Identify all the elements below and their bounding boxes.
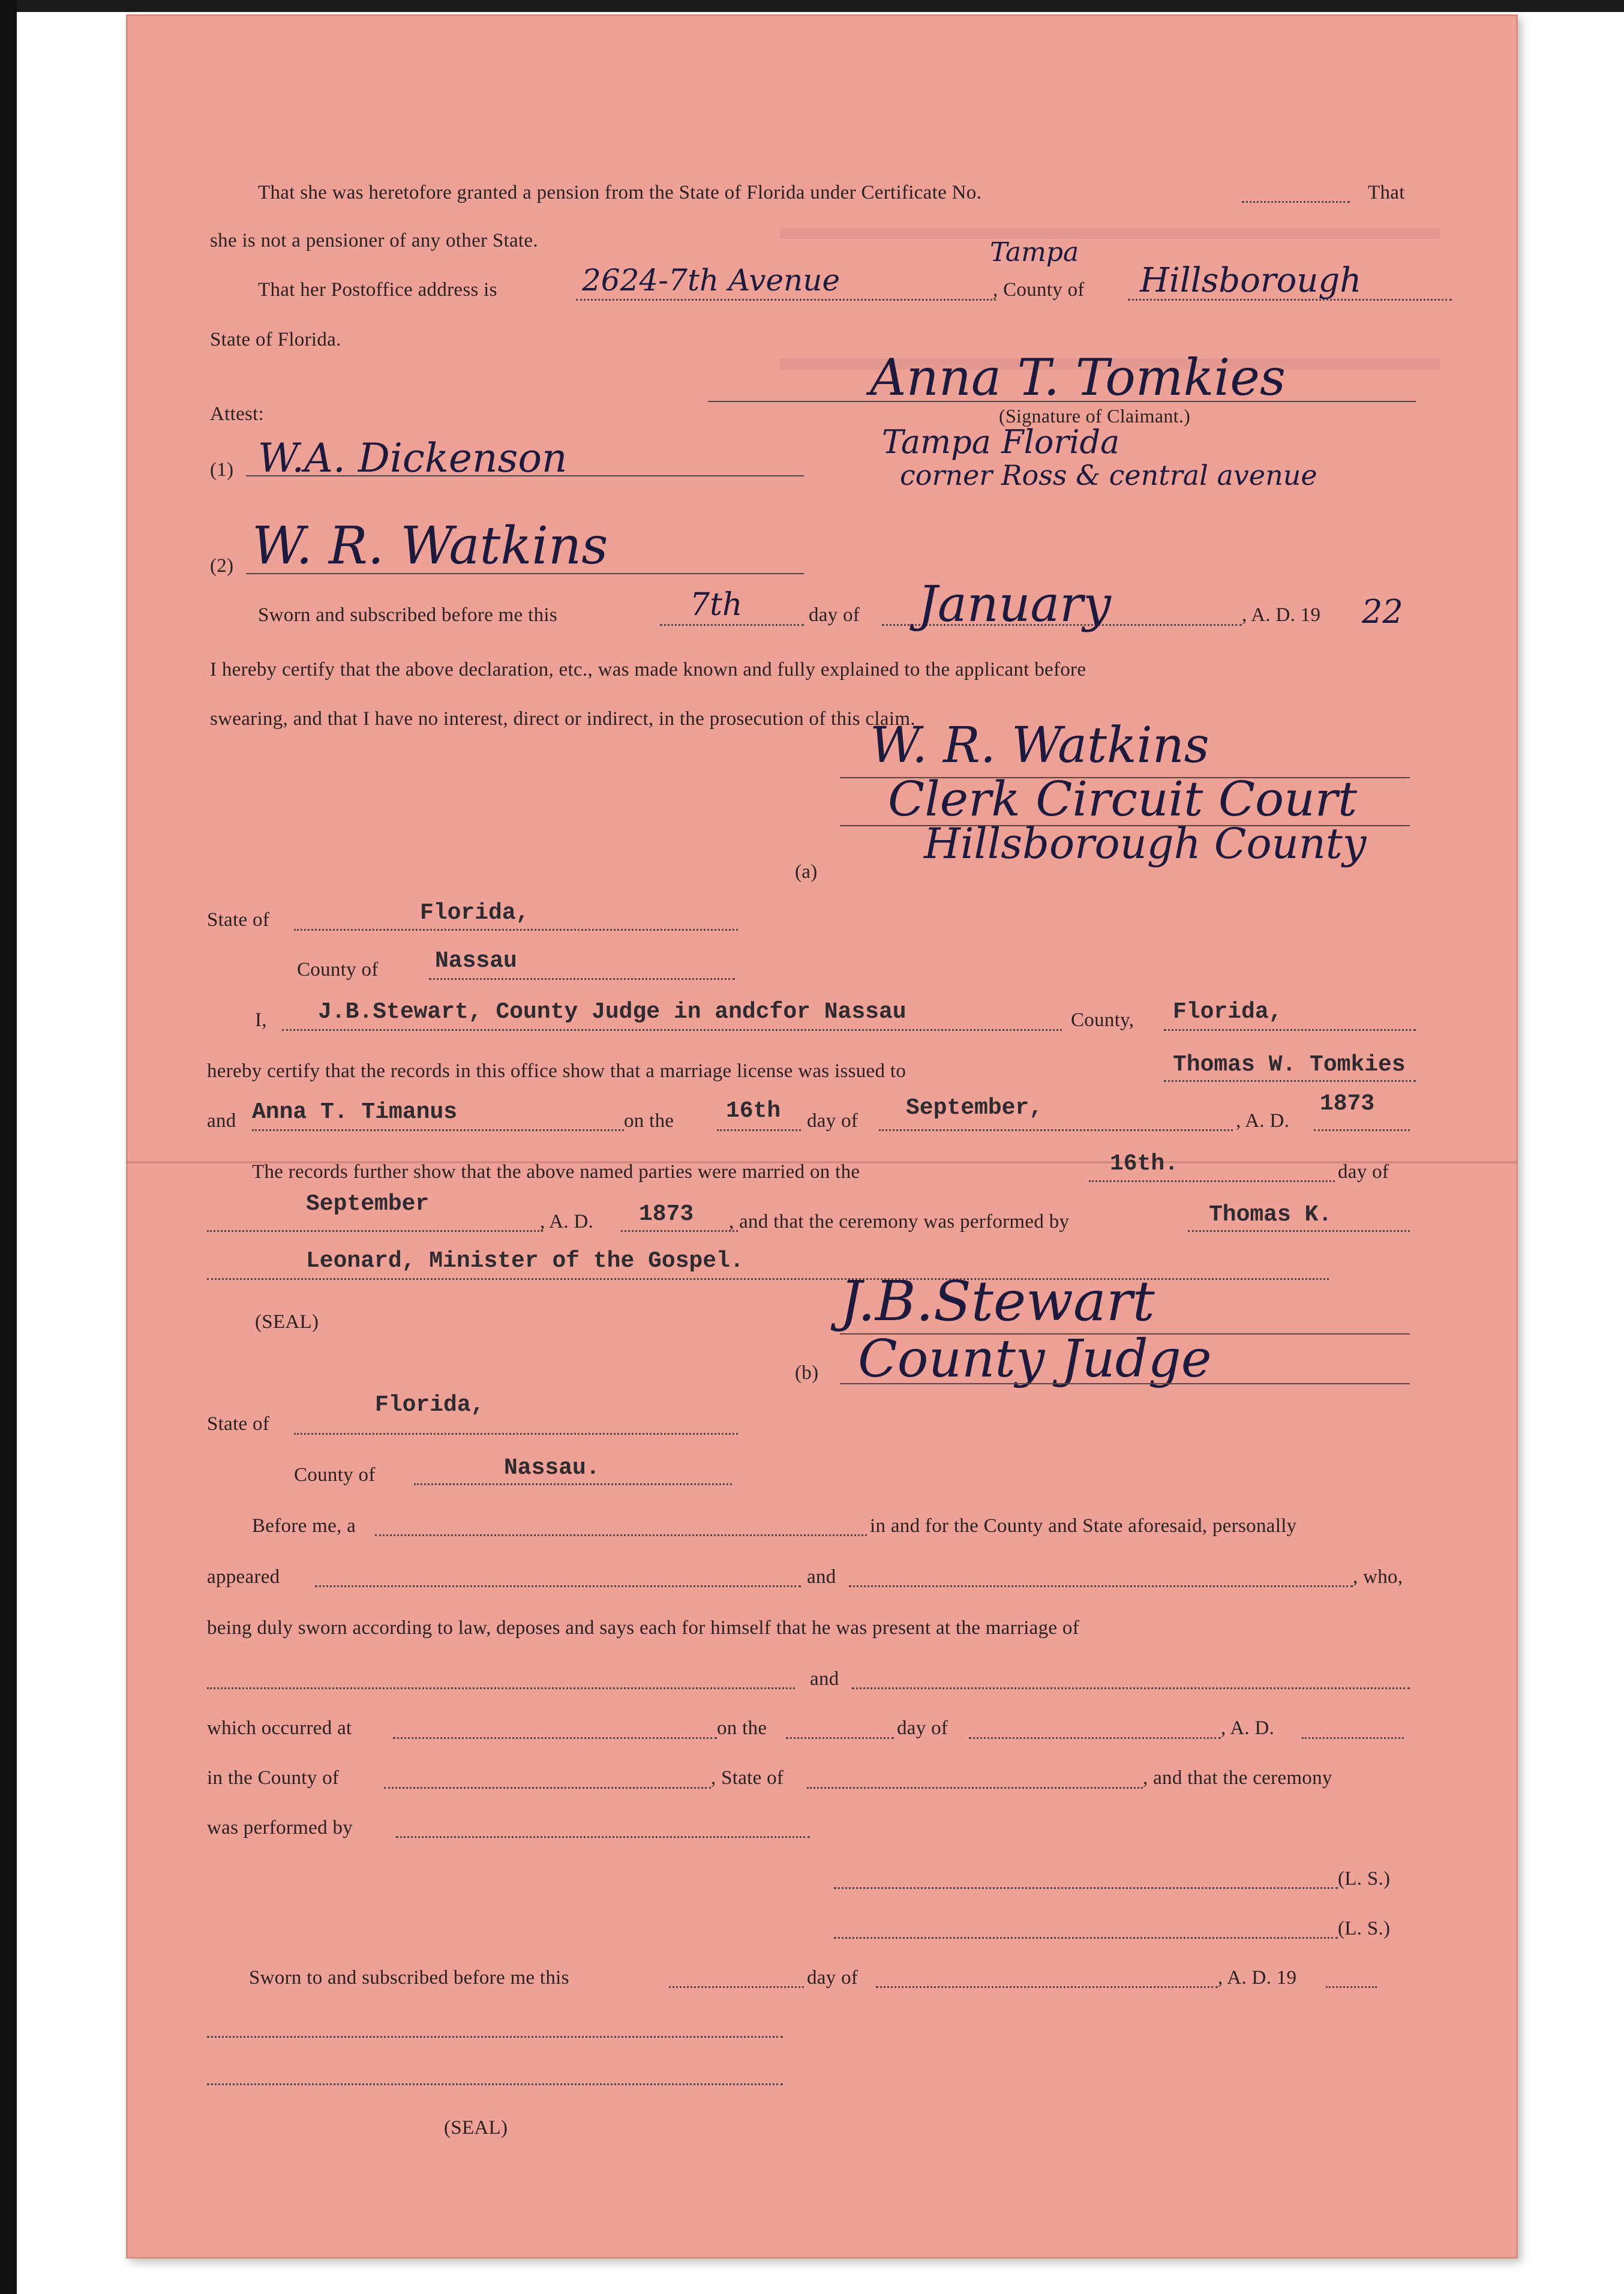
b-and-label: and [807, 1566, 836, 1588]
a-year-typed: 1873 [1320, 1091, 1375, 1117]
a-married-day-typed: 16th. [1110, 1151, 1179, 1177]
b-state-label: State of [207, 1413, 270, 1435]
a-county-word: County, [1071, 1009, 1134, 1031]
b-marriage-of-blank-2 [852, 1687, 1410, 1689]
certify-line-1: I hereby certify that the above declaration, etc., was made known and fully explained to the applicant before [210, 659, 1086, 680]
a-month-blank [879, 1129, 1233, 1131]
b-state-blank [294, 1433, 738, 1435]
pension-certificate-line: That she was heretofore granted a pension from the State of Florida under Certificate No. [258, 182, 982, 203]
a-i-label: I, [255, 1009, 267, 1031]
b-before-end: in and for the County and State aforesaid, personally [870, 1515, 1297, 1537]
a-and-label: and [207, 1110, 236, 1132]
county-handwritten: Hillsborough [1140, 261, 1362, 300]
sworn-day-blank [660, 624, 804, 626]
a-day-of-end: day of [1338, 1161, 1389, 1183]
b-state-of-blank [807, 1787, 1143, 1789]
b-who: , who, [1353, 1566, 1403, 1588]
b-day-of2: day of [807, 1967, 858, 1989]
a-bride-typed: Anna T. Timanus [252, 1099, 458, 1125]
county-label: , County of [993, 279, 1085, 301]
b-state-typed: Florida, [375, 1392, 485, 1418]
b-sworn-day-blank [669, 1986, 804, 1988]
b-sworn-to: Sworn to and subscribed before me this [249, 1967, 569, 1989]
a-day-of: day of [807, 1110, 858, 1132]
sworn-day-handwritten: 7th [690, 587, 743, 623]
city-handwritten: Tampa [990, 237, 1079, 268]
b-in-county: in the County of [207, 1767, 340, 1789]
b-ad19: , A. D. 19 [1218, 1967, 1297, 1989]
a-groom-blank [1164, 1080, 1416, 1082]
a-certify-text: hereby certify that the records in this office show that a marriage license was issued to [207, 1060, 906, 1082]
witness-2-line [246, 573, 804, 574]
a-day-blank [717, 1129, 801, 1131]
a-county-label: County of [297, 959, 379, 980]
b-in-county-blank [384, 1787, 711, 1789]
sworn-month-handwritten: January [918, 576, 1111, 633]
b-appeared-blank [315, 1585, 801, 1587]
a-married-month-typed: September [306, 1191, 430, 1217]
a-records-text: The records further show that the above named parties were married on the [252, 1161, 860, 1183]
address-note-2: corner Ross & central avenue [900, 459, 1317, 491]
signature-caption: (Signature of Claimant.) [999, 405, 1191, 427]
judge-signature: J.B.Stewart [840, 1269, 1155, 1333]
section-b-marker: (b) [795, 1362, 819, 1384]
b-ceremony-end: , and that the ceremony [1143, 1767, 1332, 1789]
b-marriage-of-blank-1 [207, 1687, 795, 1689]
a-judge-blank [282, 1029, 1062, 1031]
b-county-blank [414, 1483, 732, 1485]
a-ad-label: , A. D. [1236, 1110, 1290, 1132]
certify-line-2: swearing, and that I have no interest, direct or indirect, in the prosecution of this claim. [210, 708, 915, 730]
a-married-year-typed: 1873 [639, 1201, 694, 1227]
judge-title: County Judge [858, 1329, 1212, 1389]
a-state-typed: Florida, [420, 900, 530, 926]
judge-title-line [840, 1383, 1410, 1384]
postoffice-handwritten: 2624-7th Avenue [582, 263, 840, 298]
postoffice-blank [576, 299, 996, 301]
b-ls2: (L. S.) [1338, 1918, 1391, 1939]
claimant-signature-line [708, 401, 1416, 402]
a-officiant-blank [1188, 1230, 1410, 1232]
a-state2-blank [1164, 1029, 1416, 1031]
a-judge-typed: J.B.Stewart, County Judge in andcfor Nassau [318, 999, 906, 1025]
witness-2-number: (2) [210, 555, 234, 577]
b-ls1-blank [834, 1887, 1338, 1889]
a-bride-blank [252, 1129, 624, 1131]
a-married-day-blank [1089, 1180, 1335, 1182]
b-officer-sig-blank-1 [207, 2036, 783, 2038]
b-day-of: day of [897, 1717, 948, 1739]
a-officiant-typed-2: Leonard, Minister of the Gospel. [306, 1248, 744, 1274]
b-seal: (SEAL) [444, 2117, 508, 2139]
pension-that: That [1368, 182, 1405, 203]
a-married-year-blank [621, 1230, 738, 1232]
a-on-the: on the [624, 1110, 674, 1132]
b-officer-sig-blank-2 [207, 2083, 783, 2085]
b-sworn-month-blank [876, 1986, 1218, 1988]
a-ceremony-text: , and that the ceremony was performed by [729, 1211, 1070, 1233]
postoffice-label: That her Postoffice address is [258, 279, 497, 301]
sworn-year-handwritten: 22 [1362, 593, 1403, 631]
b-before-me: Before me, a [252, 1515, 356, 1537]
b-day-blank [786, 1737, 894, 1739]
a-married-month-blank [207, 1230, 543, 1232]
witness-2-signature: W. R. Watkins [252, 516, 608, 576]
section-a-marker: (a) [795, 861, 818, 883]
a-officiant-typed-1: Thomas K. [1209, 1202, 1332, 1228]
b-county-typed: Nassau. [504, 1455, 600, 1481]
sworn-prefix: Sworn and subscribed before me this [258, 604, 557, 626]
a-ad2-label: , A. D. [540, 1211, 594, 1233]
a-officiant2-blank [207, 1278, 1329, 1280]
a-state2-typed: Florida, [1173, 999, 1283, 1025]
a-day-typed: 16th [726, 1098, 781, 1124]
clerk-title: Clerk Circuit Court [888, 771, 1358, 827]
b-year-blank [1302, 1737, 1404, 1739]
b-ls1: (L. S.) [1338, 1868, 1391, 1890]
clerk-signature: W. R. Watkins [870, 717, 1209, 774]
claimant-signature: Anna T. Tomkies [870, 348, 1286, 407]
scan-border-left [0, 0, 17, 2294]
a-county-blank [429, 978, 735, 980]
scan-border-top [0, 0, 1624, 12]
b-state-of: , State of [711, 1767, 784, 1789]
certificate-no-blank [1242, 201, 1350, 203]
b-and-blank [849, 1585, 1353, 1587]
b-performed-blank [396, 1836, 810, 1838]
a-seal: (SEAL) [255, 1311, 319, 1333]
b-performed-by: was performed by [207, 1817, 353, 1839]
witness-1-line [246, 475, 804, 476]
b-county-label: County of [294, 1464, 376, 1486]
b-and2: and [810, 1668, 839, 1690]
b-ad: , A. D. [1221, 1717, 1275, 1739]
a-year-blank [1314, 1129, 1410, 1131]
b-occurred-blank [393, 1737, 717, 1739]
state-of-florida: State of Florida. [210, 329, 341, 350]
b-ls2-blank [834, 1937, 1338, 1939]
b-occurred: which occurred at [207, 1717, 352, 1739]
sworn-day-label: day of [809, 604, 860, 626]
a-month-typed: September, [906, 1095, 1043, 1121]
address-note-1: Tampa Florida [882, 423, 1120, 461]
sworn-ad-label: , A. D. 19 [1242, 604, 1321, 626]
b-on-the: on the [717, 1717, 767, 1739]
b-month-blank [969, 1737, 1221, 1739]
witness-1-number: (1) [210, 459, 234, 481]
b-sworn-year-blank [1326, 1986, 1377, 1988]
a-county-typed: Nassau [435, 948, 517, 974]
a-groom-typed: Thomas W. Tomkies [1173, 1052, 1406, 1078]
witness-1-signature: W.A. Dickenson [258, 435, 568, 481]
clerk-county: Hillsborough County [924, 819, 1367, 868]
b-before-blank [375, 1534, 867, 1536]
a-state-label: State of [207, 909, 270, 931]
b-appeared: appeared [207, 1566, 280, 1588]
b-sworn-text: being duly sworn according to law, deposes and says each for himself that he was present at the marriage of [207, 1617, 1079, 1639]
attest-label: Attest: [210, 403, 265, 425]
a-state-blank [294, 929, 738, 931]
not-pensioner-line: she is not a pensioner of any other State. [210, 230, 538, 251]
